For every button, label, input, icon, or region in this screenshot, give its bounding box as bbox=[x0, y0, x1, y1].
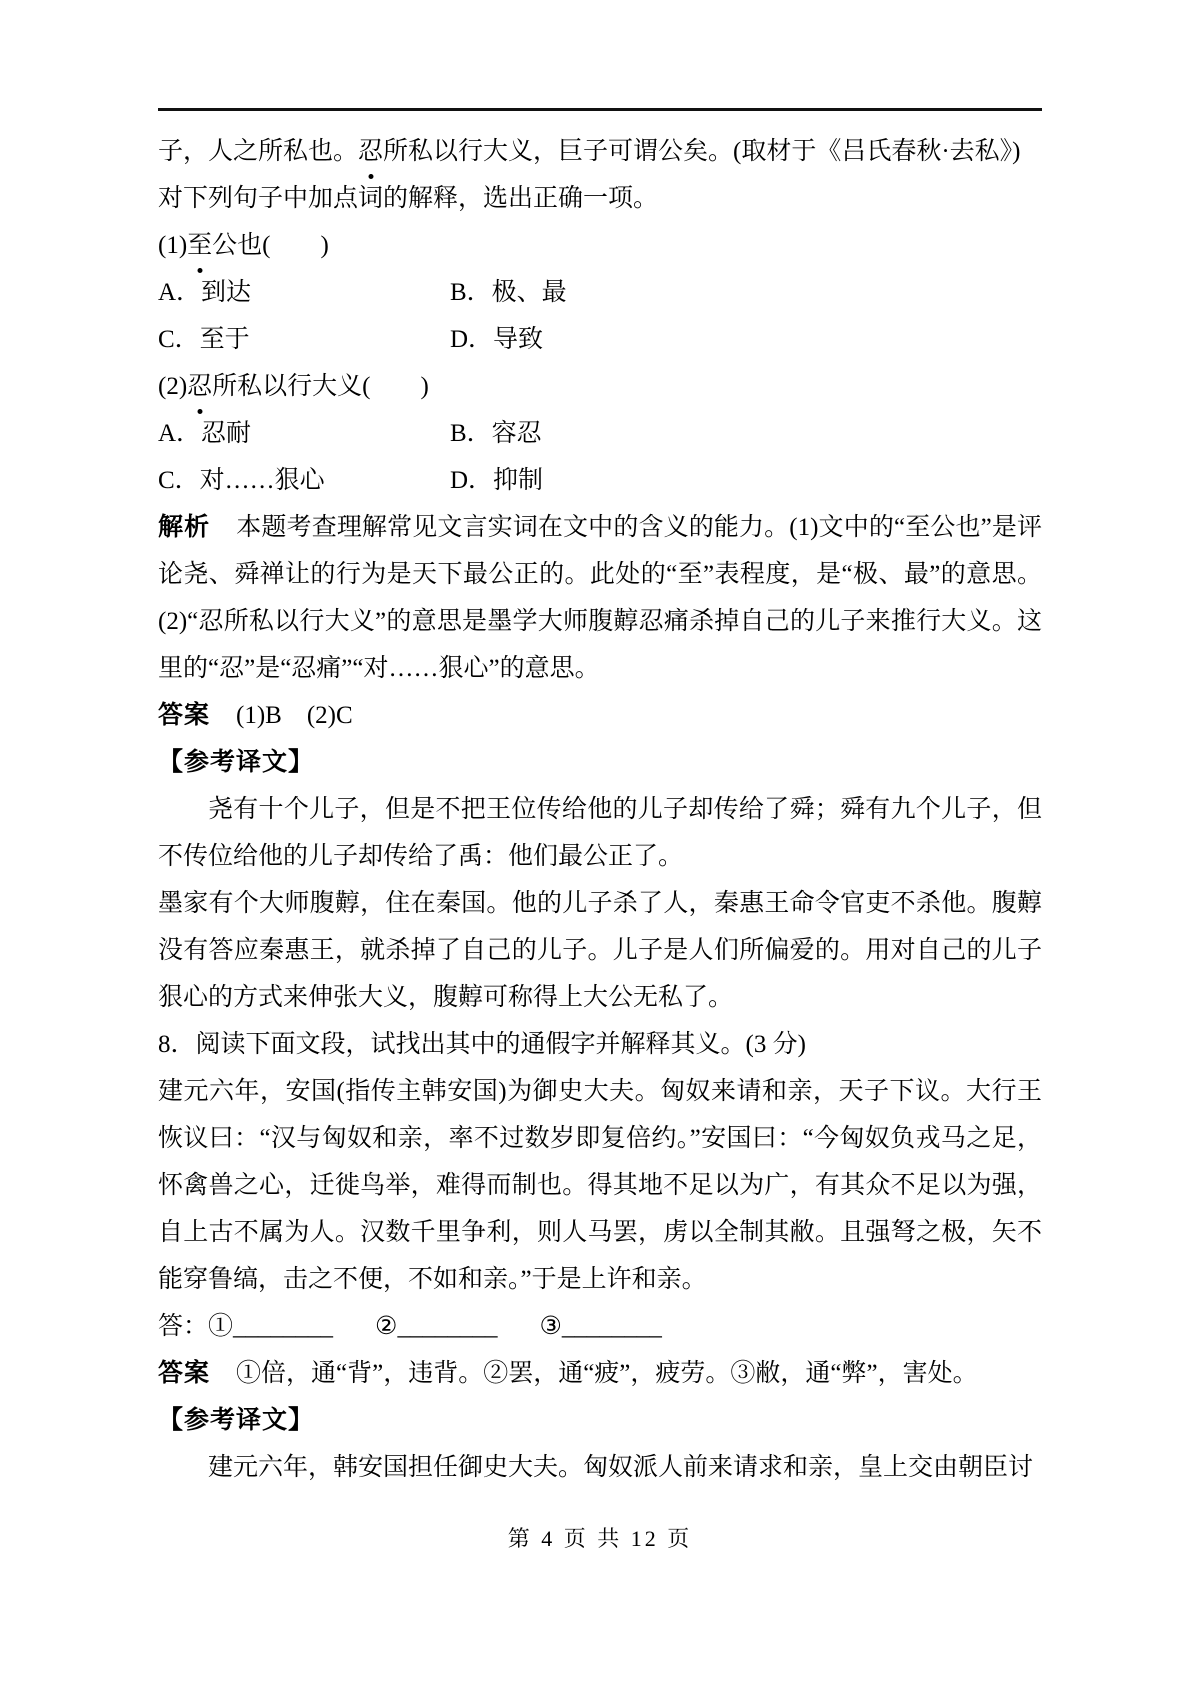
q8-stem: 8．阅读下面文段，试找出其中的通假字并解释其义。(3 分) bbox=[158, 1031, 806, 1058]
analysis-label: 解析 bbox=[158, 513, 211, 541]
q8-translation-heading: 【参考译文】 bbox=[158, 1406, 315, 1434]
option-a: A．忍耐 bbox=[158, 420, 252, 447]
option-c: C．至于 bbox=[158, 326, 250, 353]
q7-translation-heading: 【参考译文】 bbox=[158, 748, 315, 776]
emphasized-char: 至 bbox=[187, 222, 212, 269]
option-d: D．导致 bbox=[450, 326, 544, 353]
q7-sub2 bbox=[158, 363, 1042, 410]
option-d: D．抑制 bbox=[450, 467, 544, 494]
page-content bbox=[158, 128, 1042, 1491]
blank-underline: ________ bbox=[397, 1313, 498, 1340]
q7-analysis bbox=[158, 504, 1042, 692]
q8-answer bbox=[158, 1350, 1042, 1397]
page-number: 第 4 页 共 12 页 bbox=[507, 1526, 693, 1551]
q7-stem: 对下列句子中加点词的解释，选出正确一项。 bbox=[158, 185, 659, 212]
analysis-text: 本题考查理解常见文言实词在文中的含义的能力。(1)文中的“至公也”是评论尧、舜禅让的行为是天下最公正的。此处的“至”表程度，是“极、最”的意思。(2)“忍所私以行大义”的意思是墨学大师腹䵍忍痛杀掉自己的儿子来推行大义。这里的“忍”是“忍痛”“对……狠心”的意思。 bbox=[158, 514, 1042, 682]
emphasized-char: 忍 bbox=[187, 363, 212, 410]
q7-sub2-options bbox=[158, 410, 1042, 504]
answer-blank-2 bbox=[375, 1313, 497, 1340]
q8-passage: 建元六年，安国(指传主韩安国)为御史大夫。匈奴来请和亲，天子下议。大行王恢议曰：“汉与匈奴和亲，率不过数岁即复倍约。”安国曰：“今匈奴负戎马之足，怀禽兽之心，迁徙鸟举，难得而制也。得其地不足以为广，有其众不足以为强，自上古不属为人。汉数千里争利，则人马罢，虏以全制其敝。且强弩之极，矢不能穿鲁缟，击之不便，不如和亲。”于是上许和亲。 bbox=[158, 1078, 1042, 1293]
answer-text: (1)B (2)C bbox=[236, 702, 353, 729]
answer-blank-3 bbox=[539, 1313, 661, 1340]
sub2-text: 所私以行大义( ) bbox=[212, 373, 429, 400]
blank-underline: ________ bbox=[233, 1313, 334, 1340]
answer-label: 答案 bbox=[158, 1359, 211, 1387]
sub2-number: (2) bbox=[158, 373, 188, 400]
blank-underline: ________ bbox=[561, 1313, 662, 1340]
q8-translation-p1: 建元六年，韩安国担任御史大夫。匈奴派人前来请求和亲，皇上交由朝臣讨 bbox=[208, 1454, 1034, 1481]
q8-answer-blank-line bbox=[158, 1303, 1042, 1350]
answer-text: ①倍，通“背”，违背。②罢，通“疲”，疲劳。③敝，通“弊”，害处。 bbox=[236, 1360, 978, 1387]
circled-number-3: ③ bbox=[539, 1313, 562, 1340]
header-divider bbox=[158, 108, 1042, 111]
passage-text: 所私以行大义，巨子可谓公矣。(取材于《吕氏春秋·去私》) bbox=[383, 138, 1021, 165]
q7-answer bbox=[158, 692, 1042, 739]
q7-sub1-options bbox=[158, 269, 1042, 363]
sub1-text: 公也( ) bbox=[212, 232, 329, 259]
circled-number-2: ② bbox=[375, 1313, 398, 1340]
option-b: B．容忍 bbox=[450, 420, 542, 447]
answer-label: 答案 bbox=[158, 701, 211, 729]
option-a: A．到达 bbox=[158, 279, 252, 306]
sub1-number: (1) bbox=[158, 232, 188, 259]
option-c: C．对……狠心 bbox=[158, 467, 325, 494]
answer-prompt-label: 答： bbox=[158, 1313, 209, 1340]
passage-text: 子，人之所私也。 bbox=[158, 138, 359, 165]
q7-translation-p2: 墨家有个大师腹䵍，住在秦国。他的儿子杀了人，秦惠王命令官吏不杀他。腹䵍没有答应秦惠王，就杀掉了自己的儿子。儿子是人们所偏爱的。用对自己的儿子狠心的方式来伸张大义，腹䵍可称得上大公无私了。 bbox=[158, 890, 1042, 1011]
emphasized-char: 忍 bbox=[358, 128, 383, 175]
circled-number-1: ① bbox=[208, 1313, 234, 1340]
q7-translation-p1: 尧有十个儿子，但是不把王位传给他的儿子却传给了舜；舜有九个儿子，但不传位给他的儿子却传给了禹：他们最公正了。 bbox=[158, 796, 1042, 870]
q7-passage-tail bbox=[158, 128, 1042, 175]
answer-blank-1 bbox=[208, 1313, 333, 1340]
option-b: B．极、最 bbox=[450, 279, 567, 306]
q7-sub1 bbox=[158, 222, 1042, 269]
